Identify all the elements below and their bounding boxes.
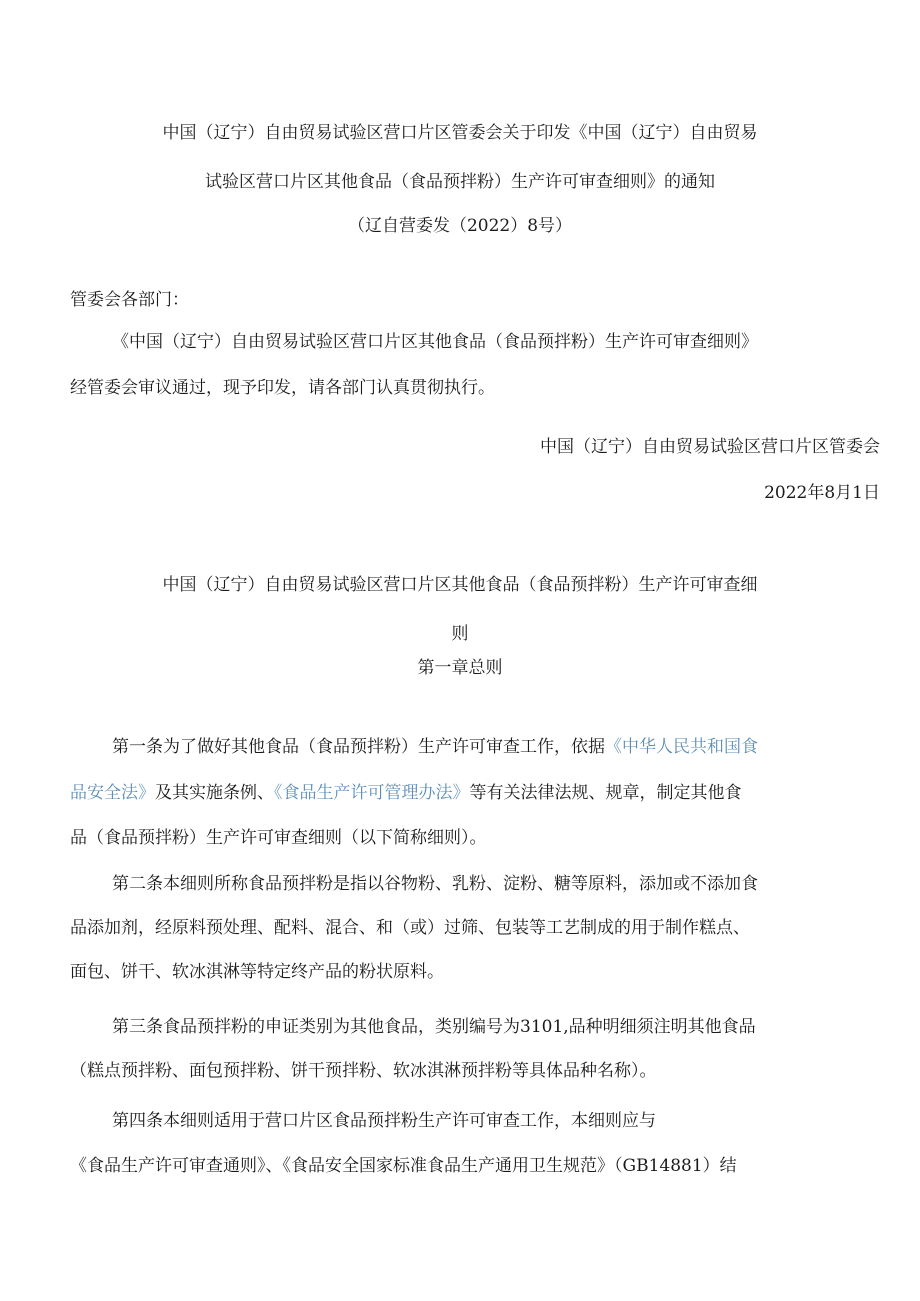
article-1-text: 等有关法律法规、规章，制定其他食 [469, 783, 742, 803]
article-2-line-1: 第二条本细则所称食品预拌粉是指以谷物粉、乳粉、淀粉、糖等原料，添加或不添加食 [112, 874, 758, 894]
issue-date: 2022年8月1日 [764, 483, 880, 503]
rules-title-line-1: 中国（辽宁）自由贸易试验区营口片区其他食品（食品预拌粉）生产许可审查细 [162, 575, 758, 595]
article-1-line-3: 品（食品预拌粉）生产许可审查细则（以下简称细则）。 [70, 828, 487, 848]
notice-title-line-1: 中国（辽宁）自由贸易试验区营口片区管委会关于印发《中国（辽宁）自由贸易 [162, 123, 758, 143]
article-4-line-1: 第四条本细则适用于营口片区食品预拌粉生产许可审查工作，本细则应与 [112, 1111, 656, 1131]
salutation: 管委会各部门： [70, 290, 189, 310]
production-license-regulation-link[interactable]: 《食品生产许可管理办法》 [274, 783, 470, 803]
food-safety-law-link[interactable]: 《中华人民共和国食 [605, 737, 758, 757]
article-2-line-3: 面包、饼干、软冰淇淋等特定终产品的粉状原料。 [70, 962, 444, 982]
article-4-line-2: 《食品生产许可审查通则》、《食品安全国家标准食品生产通用卫生规范》（GB14881）结 [70, 1156, 737, 1176]
notice-body-line-1: 《中国（辽宁）自由贸易试验区营口片区其他食品（食品预拌粉）生产许可审查细则》 [112, 332, 758, 352]
chapter-heading: 第一章总则 [417, 658, 503, 678]
issuer-signature: 中国（辽宁）自由贸易试验区营口片区管委会 [540, 437, 880, 457]
article-3-line-2: （糕点预拌粉、面包预拌粉、饼干预拌粉、软冰淇淋预拌粉等具体品种名称）。 [70, 1061, 657, 1081]
article-1-line-2 [70, 785, 742, 802]
rules-title-line-2: 则 [451, 624, 469, 644]
article-1-line-1 [112, 739, 758, 756]
notice-title-line-2: 试验区营口片区其他食品（食品预拌粉）生产许可审查细则》的通知 [205, 172, 715, 192]
food-safety-law-link-cont[interactable]: 品安全法》 [70, 783, 155, 803]
notice-body-line-2: 经管委会审议通过，现予印发，请各部门认真贯彻执行。 [70, 378, 495, 398]
article-1-text: 及其实施条例、 [155, 783, 274, 803]
article-3-line-1: 第三条食品预拌粉的申证类别为其他食品，类别编号为3101,品种明细须注明其他食品 [112, 1017, 756, 1037]
article-1-text: 第一条为了做好其他食品（食品预拌粉）生产许可审查工作，依据 [112, 737, 605, 757]
article-2-line-2: 品添加剂，经原料预处理、配料、混合、和（或）过筛、包装等工艺制成的用于制作糕点、 [70, 918, 750, 938]
notice-doc-number: （辽自营委发（2022）8号） [347, 216, 573, 236]
